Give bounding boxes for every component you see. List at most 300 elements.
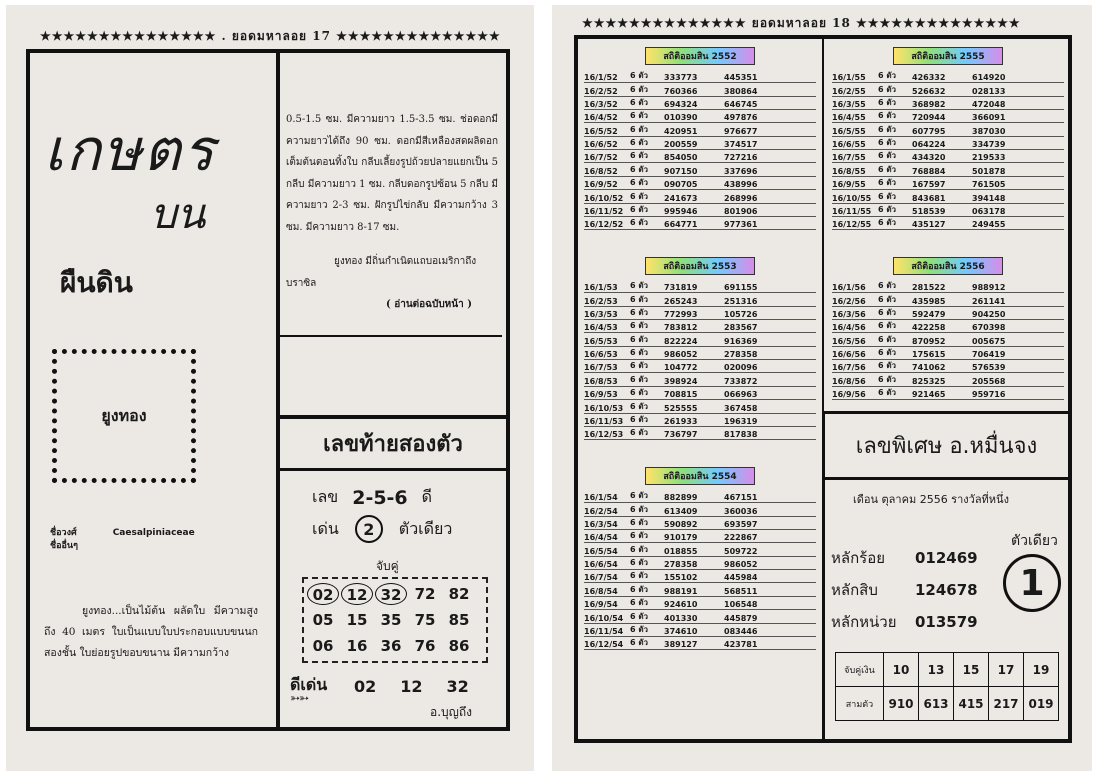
stats-row	[584, 84, 816, 96]
first-number: 167597	[912, 180, 946, 190]
pair-label: จับคู่	[376, 559, 399, 573]
pair-number: 32	[375, 583, 407, 605]
stats-row	[584, 491, 816, 503]
digit-count: 6 ตัว	[630, 584, 649, 594]
draw-date: 16/1/55	[832, 73, 866, 83]
special-table-cell: 17	[989, 653, 1024, 687]
first-number: 843681	[912, 193, 946, 203]
special-table-cell: 19	[1024, 653, 1059, 687]
second-number: 916369	[724, 336, 758, 346]
article-title-line2: บน	[150, 189, 206, 238]
scientific-value: Caesalpiniaceae	[112, 528, 195, 538]
first-number: 435985	[912, 296, 946, 306]
article-title-line1: เกษตร	[44, 116, 216, 184]
second-number: 959716	[972, 390, 1006, 400]
draw-date: 16/5/52	[584, 126, 618, 136]
panel-title: สถิติออมสิน 2554	[645, 467, 755, 485]
digit-count: 6 ตัว	[878, 97, 897, 107]
special-table-row	[836, 687, 1059, 721]
draw-date: 16/3/52	[584, 99, 618, 109]
lottery-box-title: เลขท้ายสองตัว	[280, 419, 506, 471]
stats-row	[584, 321, 816, 333]
stats-row	[832, 218, 1064, 230]
stats-row	[584, 71, 816, 83]
digit-count: 6 ตัว	[630, 97, 649, 107]
first-number: 720944	[912, 113, 946, 123]
second-number: 283567	[724, 323, 758, 333]
digit-count: 6 ตัว	[878, 111, 897, 121]
stats-row	[832, 281, 1064, 293]
stats-row	[584, 98, 816, 110]
first-number: 333773	[664, 73, 698, 83]
second-number: 733872	[724, 376, 758, 386]
digit-count: 6 ตัว	[630, 517, 649, 527]
pair-number: 86	[448, 637, 470, 655]
digit-count: 6 ตัว	[630, 624, 649, 634]
draw-date: 16/3/54	[584, 519, 618, 529]
first-number: 760366	[664, 86, 698, 96]
special-table-cell: 415	[954, 687, 989, 721]
divider-line	[280, 335, 502, 337]
lucky-suffix: ดี	[421, 487, 433, 506]
second-number: 986052	[724, 560, 758, 570]
special-table-cell: 15	[954, 653, 989, 687]
draw-date: 16/12/54	[584, 640, 624, 650]
best-number: 12	[400, 677, 423, 696]
first-number: 104772	[664, 363, 698, 373]
pair-number: 85	[448, 611, 470, 629]
draw-date: 16/8/56	[832, 376, 866, 386]
pair-number: 35	[380, 611, 402, 629]
special-table-cell: 613	[919, 687, 954, 721]
stats-row	[584, 178, 816, 190]
first-number: 783812	[664, 323, 698, 333]
special-table-cell: 910	[884, 687, 919, 721]
first-number: 664771	[664, 220, 698, 230]
digit-count: 6 ตัว	[630, 191, 649, 201]
second-number: 445984	[724, 573, 758, 583]
draw-date: 16/5/54	[584, 546, 618, 556]
special-table	[835, 652, 1059, 721]
draw-date: 16/4/53	[584, 323, 618, 333]
special-table-cell: 13	[919, 653, 954, 687]
article-body-col2: 0.5-1.5 ซม. มีความยาว 1.5-3.5 ซม. ช่อดอกมีความยาวได้ถึง 90 ซม. ดอกมีสีเหลืองสดผลิดอกเต็มต้นตอนทิ้งใบ กลีบเลี้ยงรูปถ้วยปลายแยกเป็น 5 กลีบ มีความยาว 1 ซม. กลีบดอกรูปซ้อน 5 กลีบ มีความยาว 2-3 ซม. ฝักรูปไข่กลับ มีความกว้าง 3 ซม. มีความยาว 8-17 ซม.	[286, 114, 498, 233]
photo-caption: ยูงทอง	[101, 405, 147, 425]
first-number: 525555	[664, 403, 698, 413]
stats-row	[584, 531, 816, 543]
first-number: 265243	[664, 296, 698, 306]
first-number: 401330	[664, 613, 698, 623]
pair-grid	[307, 583, 483, 657]
left-page-header: ★★★★★★★★★★★★★★★ . ยอดมหาลอย 17 ★★★★★★★★★★★★★★	[40, 29, 501, 43]
second-number: 727216	[724, 153, 758, 163]
special-table-cell: 019	[1024, 687, 1059, 721]
digit-count: 6 ตัว	[630, 281, 649, 291]
stats-row	[584, 401, 816, 413]
first-number: 368982	[912, 99, 946, 109]
pair-number: 72	[414, 585, 436, 603]
stats-frame	[574, 35, 1072, 743]
lucky-line	[312, 485, 432, 510]
first-number: 907150	[664, 166, 698, 176]
first-number: 420951	[664, 126, 698, 136]
stats-row	[832, 348, 1064, 360]
draw-date: 16/4/56	[832, 323, 866, 333]
pair-number: 75	[414, 611, 436, 629]
second-number: 976677	[724, 126, 758, 136]
second-number: 501878	[972, 166, 1006, 176]
stats-row	[584, 585, 816, 597]
article-body-col1: ยูงทอง...เป็นไม้ต้น ผลัดใบ มีความสูงถึง 40 เมตร ใบเป็นแบบใบประกอบแบบขนนกสองชั้น ใบย่อยรูปขอบขนาน มีความกว้าง	[44, 605, 258, 659]
second-number: 988912	[972, 283, 1006, 293]
draw-date: 16/7/54	[584, 573, 618, 583]
draw-date: 16/1/53	[584, 283, 618, 293]
second-number: 497876	[724, 113, 758, 123]
first-number: 590892	[664, 519, 698, 529]
digit-count: 6 ตัว	[878, 71, 897, 81]
second-number: 568511	[724, 586, 758, 596]
first-number: 398924	[664, 376, 698, 386]
second-number: 670398	[972, 323, 1006, 333]
lucky-label: เลข	[312, 487, 339, 506]
stats-row	[832, 375, 1064, 387]
second-number: 977361	[724, 220, 758, 230]
second-number: 394148	[972, 193, 1006, 203]
second-number: 438996	[724, 180, 758, 190]
second-number: 366091	[972, 113, 1006, 123]
stats-row	[584, 415, 816, 427]
units-label: หลักหน่วย	[831, 613, 897, 631]
first-number: 261933	[664, 416, 698, 426]
first-number: 526632	[912, 86, 946, 96]
digit-count: 6 ตัว	[630, 307, 649, 317]
second-number: 472048	[972, 99, 1006, 109]
draw-date: 16/2/54	[584, 506, 618, 516]
stats-row	[832, 178, 1064, 190]
stats-row	[584, 625, 816, 637]
draw-date: 16/10/52	[584, 193, 624, 203]
single-label: เด่น	[312, 518, 339, 538]
stats-row	[584, 205, 816, 217]
second-number: 817838	[724, 430, 758, 440]
best-number: 32	[446, 677, 469, 696]
draw-date: 16/3/56	[832, 309, 866, 319]
digit-count: 6 ตัว	[630, 218, 649, 228]
digit-count: 6 ตัว	[878, 218, 897, 228]
pair-number: 76	[414, 637, 436, 655]
stats-row	[832, 84, 1064, 96]
stats-row	[584, 165, 816, 177]
digit-count: 6 ตัว	[630, 71, 649, 81]
second-number: 445351	[724, 73, 758, 83]
second-number: 706419	[972, 350, 1006, 360]
digit-count: 6 ตัว	[878, 388, 897, 398]
special-title: เลขพิเศษ อ.หมื่นจง	[825, 414, 1068, 480]
digit-count: 6 ตัว	[878, 204, 897, 214]
draw-date: 16/8/53	[584, 376, 618, 386]
digit-count: 6 ตัว	[630, 401, 649, 411]
digit-count: 6 ตัว	[878, 178, 897, 188]
first-number: 736797	[664, 430, 698, 440]
digit-count: 6 ตัว	[878, 138, 897, 148]
first-number: 731819	[664, 283, 698, 293]
second-number: 337696	[724, 166, 758, 176]
second-number: 693597	[724, 519, 758, 529]
digit-count: 6 ตัว	[878, 151, 897, 161]
draw-date: 16/2/53	[584, 296, 618, 306]
first-number: 518539	[912, 206, 946, 216]
panel-2552	[584, 47, 816, 232]
column-divider	[276, 53, 280, 417]
stats-row	[832, 335, 1064, 347]
draw-date: 16/11/55	[832, 206, 872, 216]
draw-date: 16/1/56	[832, 283, 866, 293]
digit-count: 6 ตัว	[878, 124, 897, 134]
article-title-line3: ผืนดิน	[60, 266, 133, 299]
second-number: 380864	[724, 86, 758, 96]
pair-number: 36	[380, 637, 402, 655]
pair-number: 82	[448, 585, 470, 603]
draw-date: 16/4/52	[584, 113, 618, 123]
draw-date: 16/5/53	[584, 336, 618, 346]
first-number: 825325	[912, 376, 946, 386]
right-page	[552, 5, 1092, 771]
digit-count: 6 ตัว	[630, 164, 649, 174]
arrow-icon: ➳➳	[290, 691, 309, 705]
digit-count: 6 ตัว	[630, 348, 649, 358]
stats-row	[584, 504, 816, 516]
stats-row	[584, 518, 816, 530]
scientific-label: ชื่อวงศ์	[50, 528, 77, 538]
stats-row	[584, 598, 816, 610]
stats-row	[584, 558, 816, 570]
second-number: 028133	[972, 86, 1006, 96]
stats-row	[832, 321, 1064, 333]
first-number: 434320	[912, 153, 946, 163]
first-number: 924610	[664, 600, 698, 610]
digit-count: 6 ตัว	[878, 84, 897, 94]
hundreds-value: 012469	[915, 549, 978, 567]
draw-date: 16/6/55	[832, 140, 866, 150]
second-number: 614920	[972, 73, 1006, 83]
stats-row	[584, 125, 816, 137]
draw-date: 16/7/53	[584, 363, 618, 373]
stats-divider	[822, 39, 824, 411]
draw-date: 16/2/55	[832, 86, 866, 96]
special-table-cell: 10	[884, 653, 919, 687]
draw-date: 16/2/52	[584, 86, 618, 96]
stats-row	[584, 151, 816, 163]
draw-date: 16/9/56	[832, 390, 866, 400]
second-number: 106548	[724, 600, 758, 610]
pair-grid-frame	[302, 577, 488, 663]
digit-count: 6 ตัว	[630, 544, 649, 554]
digit-count: 6 ตัว	[878, 307, 897, 317]
article-frame	[26, 49, 510, 731]
single-number: 2	[355, 515, 383, 543]
digit-count: 6 ตัว	[630, 124, 649, 134]
best-number: 02	[354, 677, 377, 696]
continue-note: ( อ่านต่อฉบับหน้า )	[386, 299, 472, 310]
digit-count: 6 ตัว	[630, 374, 649, 384]
draw-date: 16/9/52	[584, 180, 618, 190]
draw-date: 16/8/55	[832, 166, 866, 176]
first-number: 988191	[664, 586, 698, 596]
second-number: 105726	[724, 309, 758, 319]
draw-date: 16/4/54	[584, 533, 618, 543]
second-number: 219533	[972, 153, 1006, 163]
special-table-cell: สามตัว	[836, 687, 884, 721]
draw-date: 16/6/56	[832, 350, 866, 360]
digit-count: 6 ตัว	[630, 414, 649, 424]
lottery-box	[276, 415, 506, 727]
first-number: 986052	[664, 350, 698, 360]
draw-date: 16/9/53	[584, 390, 618, 400]
stats-row	[832, 151, 1064, 163]
draw-date: 16/1/54	[584, 493, 618, 503]
panel-2553	[584, 257, 816, 442]
digit-count: 6 ตัว	[630, 638, 649, 648]
stats-row	[832, 308, 1064, 320]
second-number: 066963	[724, 390, 758, 400]
tens-value: 124678	[915, 581, 978, 599]
special-table-row	[836, 653, 1059, 687]
stats-row	[832, 125, 1064, 137]
digit-count: 6 ตัว	[630, 491, 649, 501]
second-number: 904250	[972, 309, 1006, 319]
digit-count: 6 ตัว	[630, 361, 649, 371]
digit-count: 6 ตัว	[630, 531, 649, 541]
second-number: 801906	[724, 206, 758, 216]
stats-row	[832, 205, 1064, 217]
draw-date: 16/9/55	[832, 180, 866, 190]
second-number: 334739	[972, 140, 1006, 150]
draw-date: 16/6/52	[584, 140, 618, 150]
second-number: 083446	[724, 626, 758, 636]
first-number: 389127	[664, 640, 698, 650]
author: อ.บุญถึง	[430, 705, 472, 719]
draw-date: 16/3/55	[832, 99, 866, 109]
first-number: 921465	[912, 390, 946, 400]
lucky-numbers: 2-5-6	[352, 486, 408, 509]
stats-row	[832, 98, 1064, 110]
first-number: 694324	[664, 99, 698, 109]
second-number: 423781	[724, 640, 758, 650]
stats-row	[832, 111, 1064, 123]
draw-date: 16/10/54	[584, 613, 624, 623]
draw-date: 16/11/53	[584, 416, 624, 426]
second-number: 249455	[972, 220, 1006, 230]
first-number: 768884	[912, 166, 946, 176]
digit-count: 6 ตัว	[630, 84, 649, 94]
first-number: 200559	[664, 140, 698, 150]
first-number: 018855	[664, 546, 698, 556]
draw-date: 16/5/55	[832, 126, 866, 136]
stats-row	[584, 191, 816, 203]
stats-row	[584, 545, 816, 557]
other-name-label: ชื่ออื่นๆ	[50, 541, 78, 551]
stats-row	[584, 348, 816, 360]
second-number: 063178	[972, 206, 1006, 216]
single-suffix: ตัวเดียว	[398, 518, 453, 538]
second-number: 367458	[724, 403, 758, 413]
digit-count: 6 ตัว	[878, 164, 897, 174]
article-body-col2-end: ยูงทอง มีถิ่นกำเนิดแถบอเมริกาถึงบราซิล	[286, 256, 477, 289]
first-number: 155102	[664, 573, 698, 583]
panel-title: สถิติออมสิน 2552	[645, 47, 755, 65]
best-label: ดีเด่น	[290, 675, 328, 694]
best-numbers	[354, 677, 469, 696]
digit-count: 6 ตัว	[878, 281, 897, 291]
digit-count: 6 ตัว	[630, 504, 649, 514]
first-number: 995946	[664, 206, 698, 216]
draw-date: 16/8/54	[584, 586, 618, 596]
second-number: 360036	[724, 506, 758, 516]
pair-number: 16	[346, 637, 368, 655]
digit-count: 6 ตัว	[878, 374, 897, 384]
stats-row	[584, 308, 816, 320]
draw-date: 16/4/55	[832, 113, 866, 123]
first-number: 822224	[664, 336, 698, 346]
first-number: 010390	[664, 113, 698, 123]
second-number: 205568	[972, 376, 1006, 386]
photo-placeholder	[52, 349, 196, 483]
hundreds-label: หลักร้อย	[831, 549, 886, 567]
second-number: 576539	[972, 363, 1006, 373]
digit-count: 6 ตัว	[878, 334, 897, 344]
stats-row	[584, 138, 816, 150]
first-number: 592479	[912, 309, 946, 319]
single-label: ตัวเดียว	[1011, 533, 1058, 549]
second-number: 261141	[972, 296, 1006, 306]
draw-date: 16/11/52	[584, 206, 624, 216]
digit-count: 6 ตัว	[630, 204, 649, 214]
special-table-cell: จับคู่เงิน	[836, 653, 884, 687]
first-number: 426332	[912, 73, 946, 83]
digit-count: 6 ตัว	[878, 321, 897, 331]
draw-date: 16/2/56	[832, 296, 866, 306]
first-number: 241673	[664, 193, 698, 203]
digit-count: 6 ตัว	[630, 151, 649, 161]
special-box	[822, 411, 1068, 739]
second-number: 222867	[724, 533, 758, 543]
first-number: 870952	[912, 336, 946, 346]
stats-row	[584, 388, 816, 400]
stats-row	[832, 71, 1064, 83]
digit-count: 6 ตัว	[630, 321, 649, 331]
first-number: 741062	[912, 363, 946, 373]
digit-count: 6 ตัว	[630, 571, 649, 581]
special-table-cell: 217	[989, 687, 1024, 721]
first-number: 607795	[912, 126, 946, 136]
second-number: 268996	[724, 193, 758, 203]
first-number: 708815	[664, 390, 698, 400]
digit-count: 6 ตัว	[630, 111, 649, 121]
draw-date: 16/3/53	[584, 309, 618, 319]
draw-date: 16/10/53	[584, 403, 624, 413]
first-number: 772993	[664, 309, 698, 319]
digit-count: 6 ตัว	[878, 294, 897, 304]
pair-number: 05	[312, 611, 334, 629]
stats-row	[584, 335, 816, 347]
first-number: 854050	[664, 153, 698, 163]
stats-row	[584, 218, 816, 230]
digit-count: 6 ตัว	[630, 598, 649, 608]
stats-row	[584, 294, 816, 306]
first-number: 281522	[912, 283, 946, 293]
stats-row	[832, 165, 1064, 177]
stats-row	[832, 138, 1064, 150]
